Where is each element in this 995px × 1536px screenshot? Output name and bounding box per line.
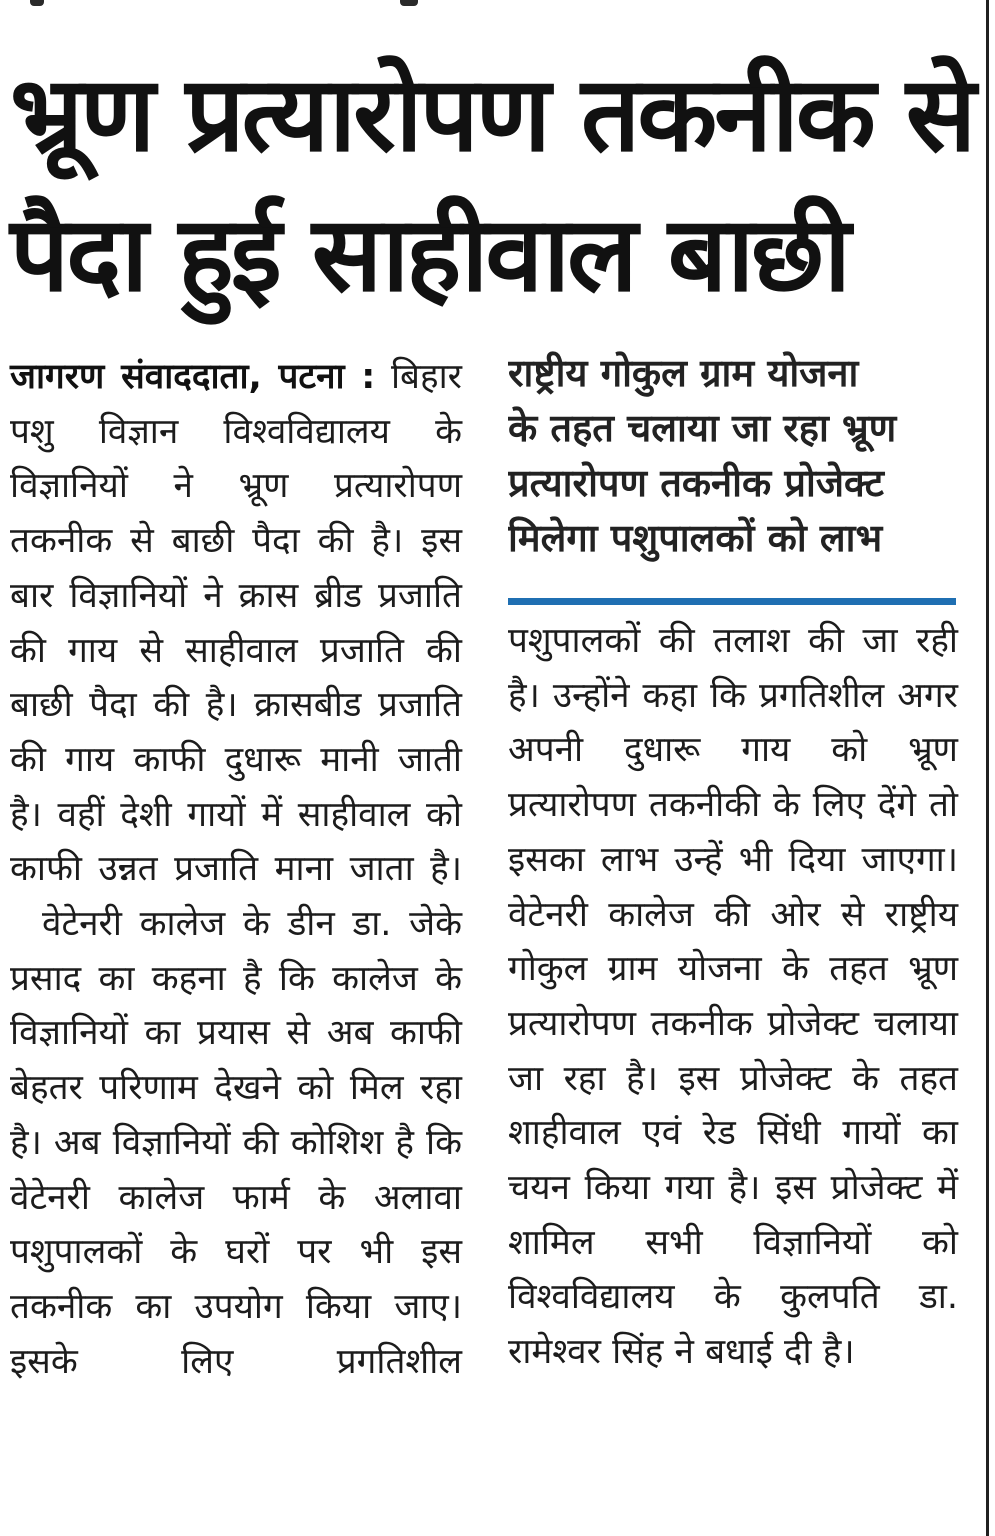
article-headline: [10, 44, 974, 324]
previous-article-cutoff: [0, 0, 995, 10]
highlight-divider: [508, 598, 956, 605]
highlight-line-3: प्रत्यारोपण तकनीक प्रोजेक्ट: [508, 461, 884, 505]
headline-line-1: भ्रूण प्रत्यारोपण तकनीक से: [10, 53, 974, 175]
column-border-rule: [986, 0, 989, 1536]
paragraph-1: [10, 350, 462, 897]
highlight-line-4: मिलेगा पशुपालकों को लाभ: [508, 516, 883, 560]
highlight-box: [508, 346, 956, 566]
right-column: [508, 614, 958, 1380]
highlight-line-1: राष्ट्रीय गोकुल ग्राम योजना: [508, 351, 859, 395]
paragraph-3: पशुपालकों की तलाश की जा रही है। उन्होंने कहा कि प्रगतिशील अगर अपनी दुधारू गाय को भ्रूण प्रत्यारोपण तकनीकी के लिए देंगे तो इसका लाभ उन्हें भी दिया जाएगा। वेटेनरी कालेज की ओर से राष्ट्रीय गोकुल ग्राम योजना के तहत भ्रूण प्रत्यारोपण तकनीक प्रोजेक्ट चलाया जा रहा है। इस प्रोजेक्ट के तहत शाहीवाल एवं रेड सिंधी गायों का चयन किया गया है। इस प्रोजेक्ट में शामिल सभी विज्ञानियों को विश्वविद्यालय के कुलपति डा. रामेश्वर सिंह ने बधाई दी है।: [508, 621, 958, 1373]
left-column: [10, 350, 462, 1389]
headline-line-2: पैदा हुई साहीवाल बाछी: [10, 193, 848, 315]
paragraph-1-text: बिहार पशु विज्ञान विश्वविद्यालय के विज्ञानियों ने भ्रूण प्रत्यारोपण तकनीक से बाछी पैदा की है। इस बार विज्ञानियों ने क्रास ब्रीड प्रजाति की गाय से साहीवाल प्रजाति की बाछी पैदा की है। क्रासबीड प्रजाति की गाय काफी दुधारू मानी जाती है। वहीं देशी गायों में साहीवाल को काफी उन्नत प्रजाति माना जाता है।: [10, 357, 462, 890]
dateline: जागरण संवाददाता, पटना :: [10, 357, 376, 397]
paragraph-2: वेटेनरी कालेज के डीन डा. जेके प्रसाद का कहना है कि कालेज के विज्ञानियों का प्रयास से अब काफी बेहतर परिणाम देखने को मिल रहा है। अब विज्ञानियों की कोशिश है कि वेटेनरी कालेज फार्म के अलावा पशुपालकों के घरों पर भी इस तकनीक का उपयोग किया जाए। इसके लिए प्रगतिशील: [10, 904, 462, 1382]
highlight-line-2: के तहत चलाया जा रहा भ्रूण: [508, 406, 897, 450]
